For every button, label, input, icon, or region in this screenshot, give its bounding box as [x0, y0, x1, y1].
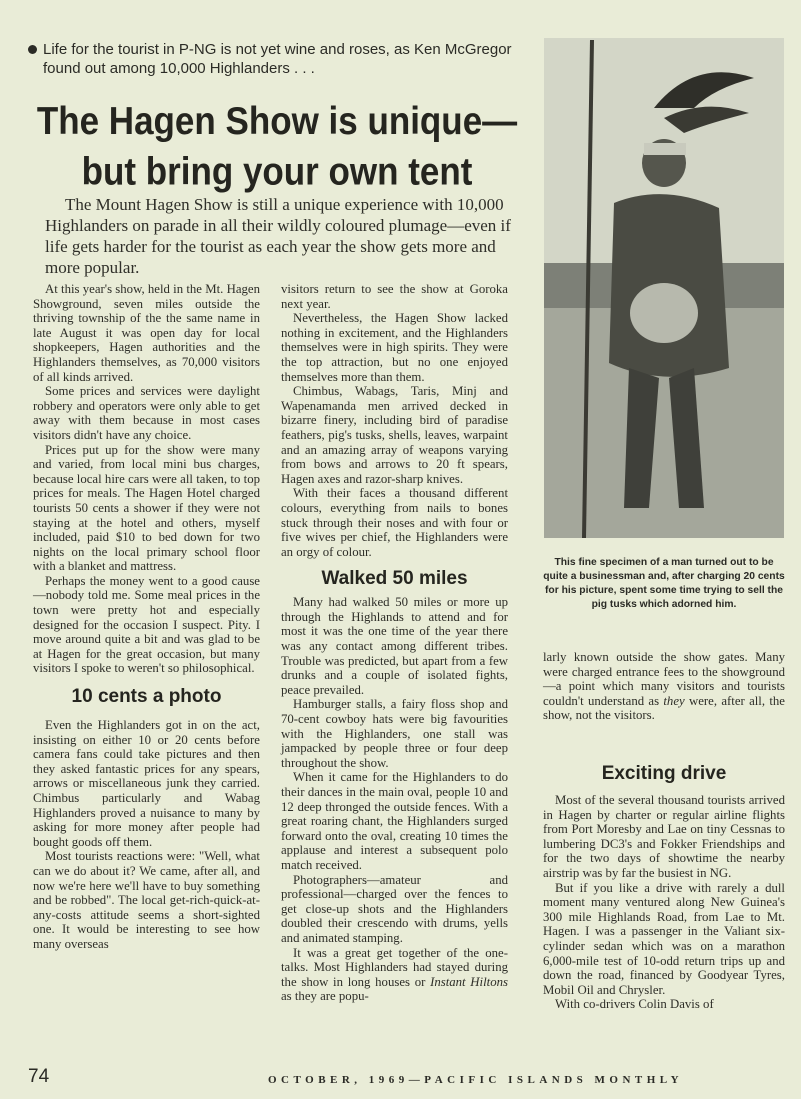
subheading-10-cents: 10 cents a photo [71, 686, 222, 708]
paragraph: Even the Highlanders got in on the act, insisting on either 10 or 20 cents before camera fans could take pictures and then they asked fantastic prices for any spears, arrows or miscellaneous junk they carried. Chimbus particularly and Wabag Highlanders proved a nuisance to many by asking for more money after people had bought goods off them. [33, 718, 260, 849]
photo-highlander-icon [544, 38, 784, 538]
paragraph: But if you like a drive with rarely a dull moment many ventured along New Guinea's 300 mile Highlands Road, from Lae to Mt. Hagen. I was a passenger in the Valiant six-cylinder sedan which was on a marathon 6,000-mile test of 10-odd return trips up and down the road, financed by Goodyear Tyres, Mobil Oil and Chrysler. [543, 880, 785, 997]
paragraph: visitors return to see the show at Goroka next year. [281, 282, 508, 311]
paragraph: Nevertheless, the Hagen Show lacked nothing in excitement, and the Highlanders themselves were in high spirits. They were the top attraction, but no one enjoyed themselves more than them. [281, 311, 508, 384]
paragraph: Many had walked 50 miles or more up through the Highlands to attend and for most it was the one time of the year there was any contact among different tribes. Trouble was predicted, but apart from a few drunks and a couple of isolated fights, peace prevailed. [281, 595, 508, 697]
text-run: were, after all, the show, not the visitors. [543, 693, 785, 723]
text-run: as they are popu- [281, 989, 369, 1004]
article-column-1 [33, 282, 260, 952]
emphasis-they: they [663, 693, 685, 708]
page-number: 74 [28, 1066, 50, 1087]
publication-footer: OCTOBER, 1969—PACIFIC ISLANDS MONTHLY [268, 1074, 684, 1086]
paragraph: Chimbus, Wabags, Taris, Minj and Wapenamanda men arrived decked in bizarre finery, including bird of paradise feathers, pig's tusks, shells, leaves, warpaint and an amazing array of weapons varying from bows and arrows to 20 ft spears, Hagen axes and razor-sharp knives. [281, 384, 508, 486]
kicker-text: Life for the tourist in P-NG is not yet wine and roses, as Ken McGregor found out among 10,000 Highlanders . . . [43, 41, 512, 77]
text-run: larly known outside the show gates. Many were charged entrance fees to the showground—a point which many visitors and tourists couldn't understand as [543, 650, 785, 708]
bullet-icon [28, 45, 37, 54]
photo-caption: This fine specimen of a man turned out to be quite a businessman and, after charging 20 cents for his picture, spent some time trying to sell the pig tusks which adorned him. [543, 557, 785, 610]
subheading-exciting-drive: Exciting drive [601, 762, 727, 784]
emphasis-instant-hiltons: Instant Hiltons [430, 974, 508, 989]
paragraph [543, 650, 785, 723]
standfirst: The Mount Hagen Show is still a unique experience with 10,000 Highlanders on parade in all their wildly coloured plumage—even if life gets harder for the tourist as each year the show gets more and more popular. [45, 195, 511, 277]
highlander-photo [544, 38, 784, 538]
paragraph [281, 946, 508, 1004]
kicker [28, 40, 523, 78]
paragraph: With their faces a thousand different colours, everything from nails to bones stuck through their noses and with four or five wives per chief, the Highlanders were an orgy of colour. [281, 486, 508, 559]
paragraph: Hamburger stalls, a fairy floss shop and 70-cent cowboy hats were big favourities with the Highlanders, one stall was jampacked by people three or four deep throughout the show. [281, 697, 508, 770]
text-run: It was a great get together of the one-talks. Most Highlanders had stayed during the show in long houses or [281, 945, 508, 989]
article-column-3 [543, 650, 785, 1012]
paragraph: When it came for the Highlanders to do their dances in the main oval, people 10 and 12 deep thronged the outside fences. With a great roaring chant, the Highlanders surged forward onto the oval, creating 10 times the applause and interest a subsequent polo match received. [281, 770, 508, 872]
paragraph: At this year's show, held in the Mt. Hagen Showground, seven miles outside the thriving township of the the same name in late August it was open day for local shopkeepers, Hagen authorities and the Highlanders themselves, as 70,000 visitors of all kinds arrived. [33, 282, 260, 384]
paragraph: Most tourists reactions were: "Well, what can we do about it? We came, after all, and now we're here we'll have to buy something and be robbed". The local get-rich-quick-at-any-costs attitude seems a short-sighted one. It would be interesting to see how many overseas [33, 849, 260, 951]
paragraph: Prices put up for the show were many and varied, from local mini bus charges, because local hire cars were all taken, to top prices for meals. The Hagen Hotel charged tourists 50 cents a shower if they were not staying at the hotel and others, myself included, paid $10 to bed down for two nights on the local primary school floor with a blanket and mattress. [33, 442, 260, 574]
headline: The Hagen Show is unique—but bring your own tent [36, 99, 518, 194]
paragraph: Photographers—amateur and professional—charged over the fences to get close-up shots and the Highlanders doubled their crescendo with drums, yells and animated stamping. [281, 872, 508, 945]
paragraph: Most of the several thousand tourists arrived in Hagen by charter or regular airline flights from Port Moresby and Lae on tiny Cessnas to lumbering DC3's and Fokker Friendships and for the two days of showtime the nearby airstrip was by far the busiest in NG. [543, 792, 785, 880]
paragraph: Perhaps the money went to a good cause—nobody told me. Some meal prices in the town were pretty hot and especially designed for the occasion I suspect. Pity. I move around quite a bit and was glad to be at Hagen for the great occasion, but many visitors I spoke to weren't so philosophical. [33, 573, 260, 676]
paragraph: With co-drivers Colin Davis of [555, 997, 714, 1012]
subheading-walked-50-miles: Walked 50 miles [321, 568, 468, 590]
paragraph: Some prices and services were daylight robbery and operators were only able to get away with them because in most cases visitors didn't have any choice. [33, 384, 260, 442]
article-column-2 [281, 282, 508, 1004]
